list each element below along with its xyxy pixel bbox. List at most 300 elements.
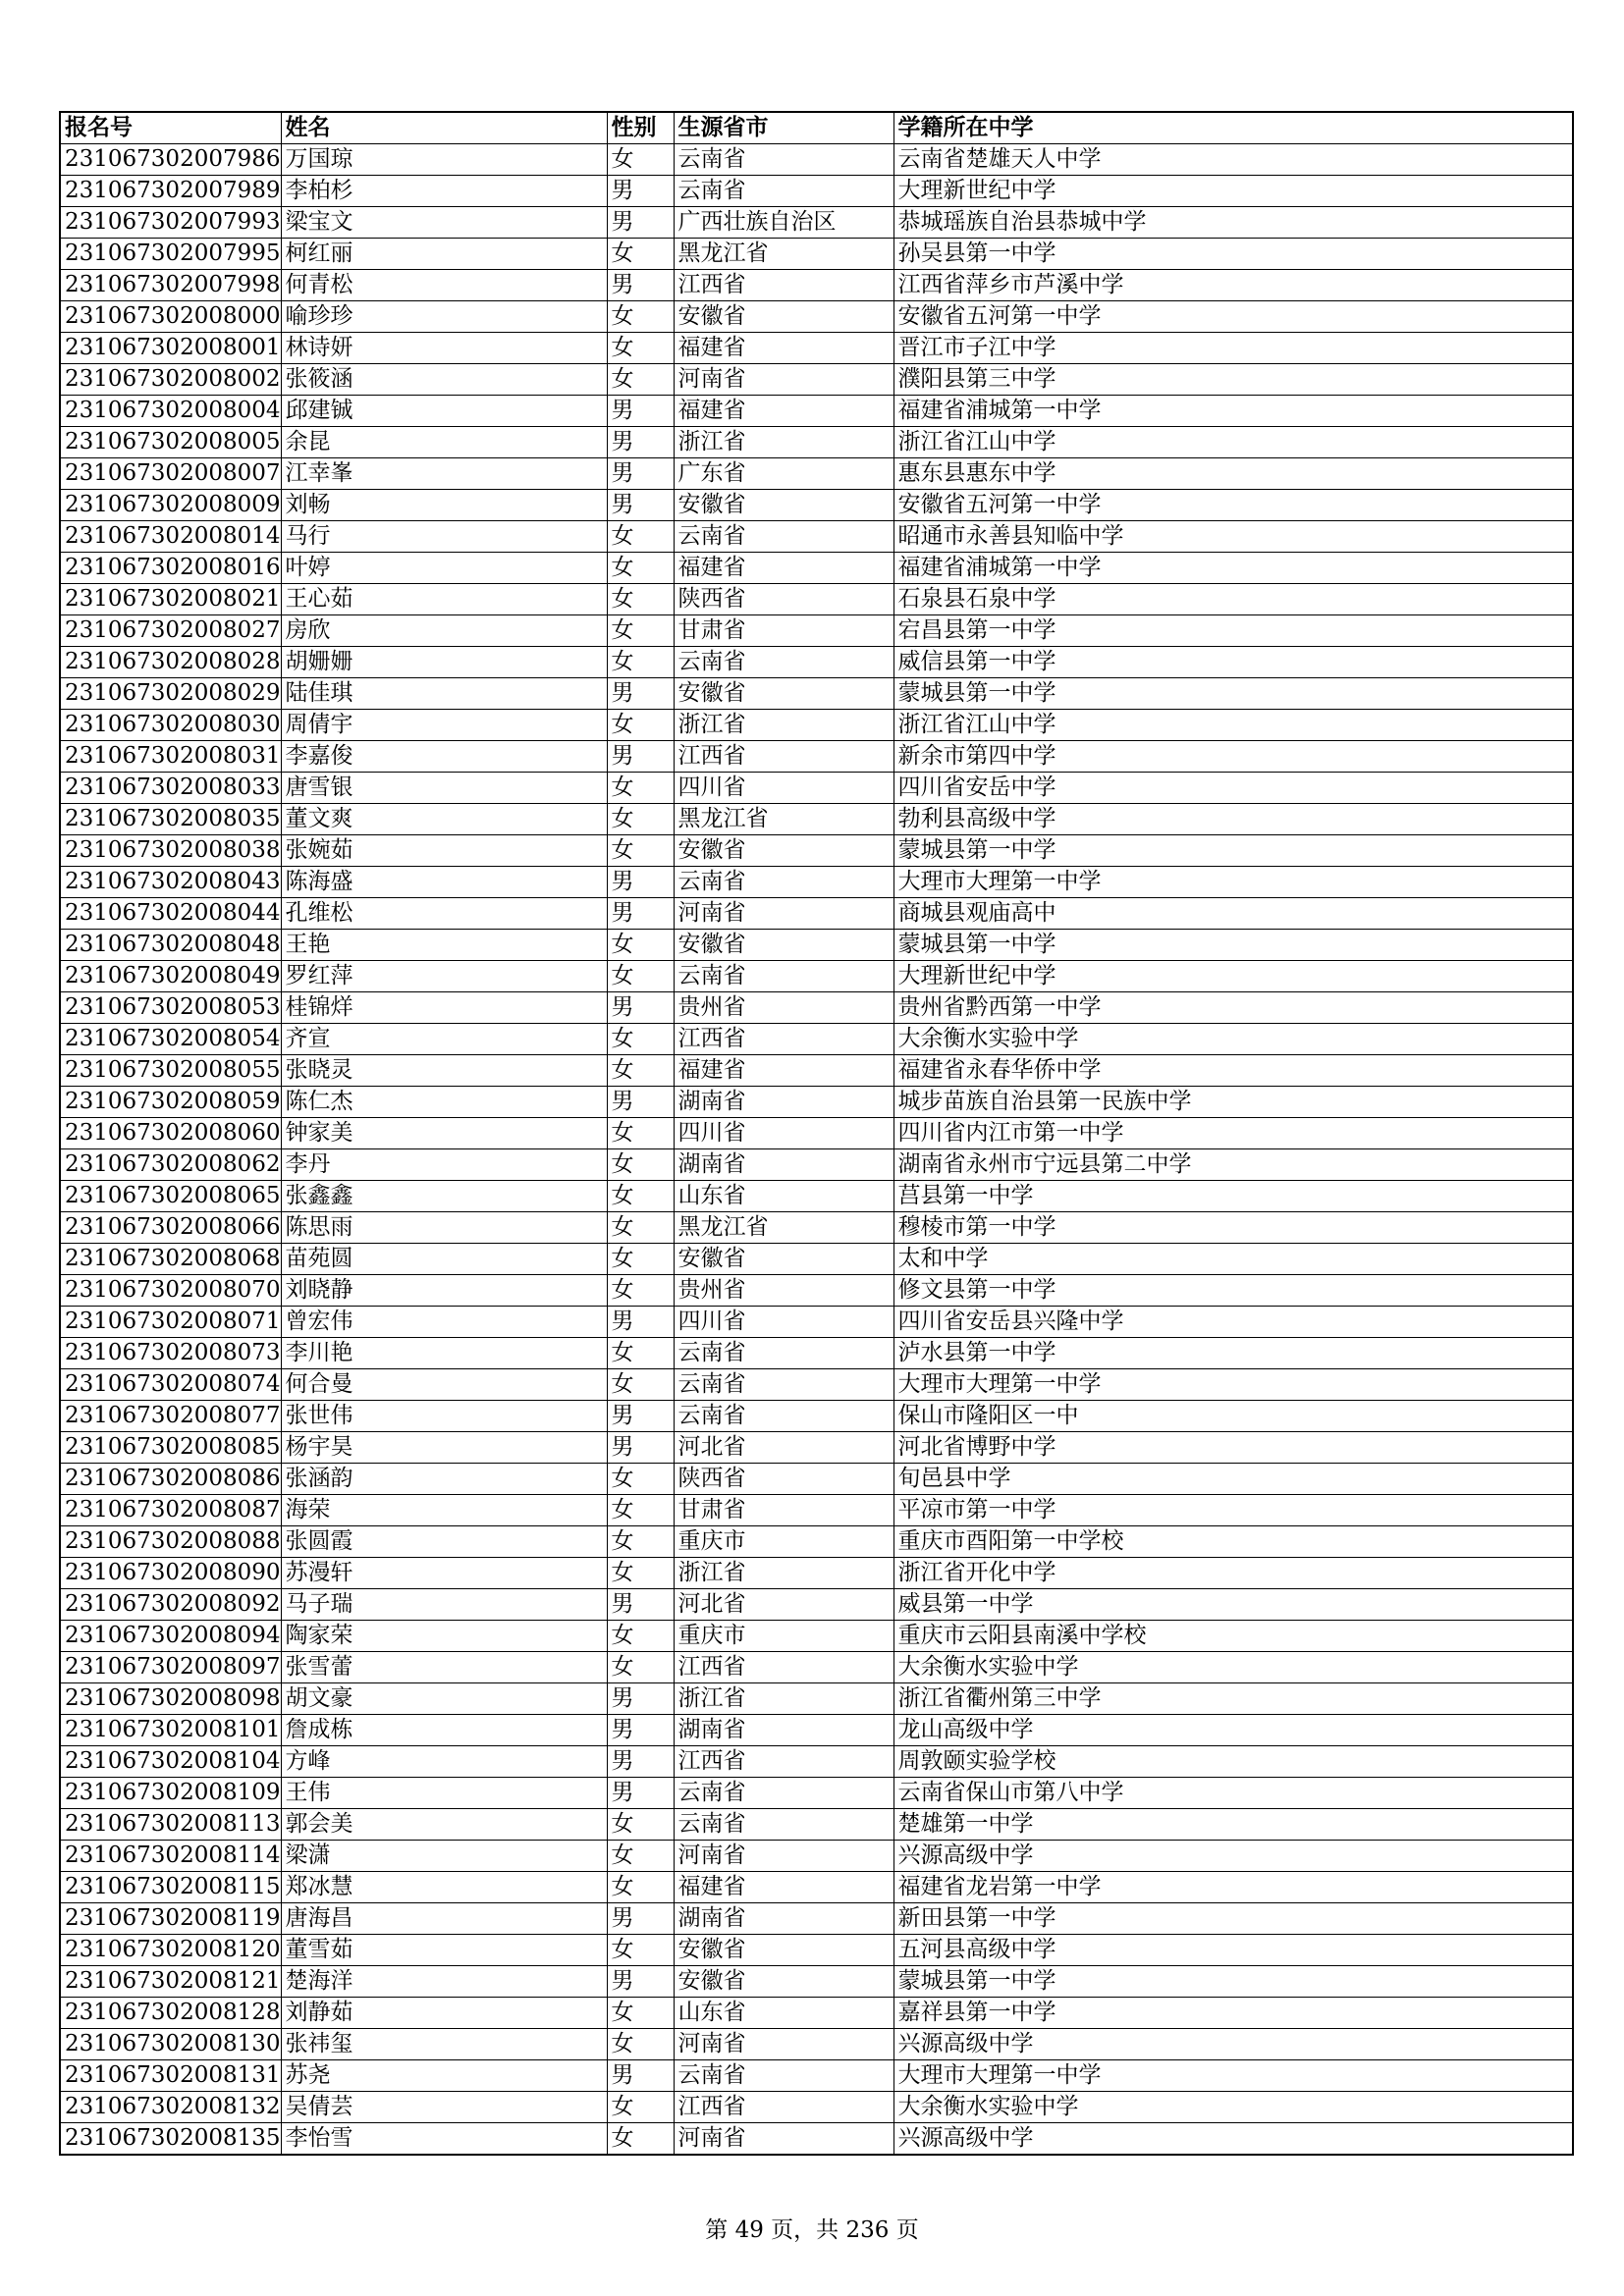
cell-sex: 女	[607, 835, 674, 867]
cell-name: 房欣	[281, 615, 607, 647]
cell-registration-number: 231067302007993	[60, 207, 281, 239]
cell-registration-number: 231067302008031	[60, 741, 281, 773]
cell-registration-number: 231067302008090	[60, 1558, 281, 1589]
cell-registration-number: 231067302008098	[60, 1683, 281, 1715]
cell-registration-number: 231067302008059	[60, 1087, 281, 1118]
cell-sex: 女	[607, 521, 674, 553]
cell-registration-number: 231067302008114	[60, 1841, 281, 1872]
cell-source-province: 广东省	[674, 458, 893, 490]
cell-sex: 女	[607, 1369, 674, 1401]
cell-registration-number: 231067302008005	[60, 427, 281, 458]
cell-source-province: 浙江省	[674, 1683, 893, 1715]
cell-source-province: 湖南省	[674, 1087, 893, 1118]
cell-registration-number: 231067302008077	[60, 1401, 281, 1432]
cell-school: 旬邑县中学	[893, 1464, 1573, 1495]
cell-registration-number: 231067302008086	[60, 1464, 281, 1495]
table-row	[60, 144, 1573, 176]
cell-source-province: 福建省	[674, 553, 893, 584]
table-row	[60, 521, 1573, 553]
cell-registration-number: 231067302008044	[60, 898, 281, 930]
table-row	[60, 1495, 1573, 1526]
table-row	[60, 270, 1573, 301]
cell-name: 胡文豪	[281, 1683, 607, 1715]
cell-sex: 女	[607, 615, 674, 647]
cell-registration-number: 231067302008062	[60, 1149, 281, 1181]
cell-sex: 男	[607, 678, 674, 710]
cell-name: 张圆霞	[281, 1526, 607, 1558]
cell-source-province: 贵州省	[674, 1275, 893, 1307]
page-number-footer: 第 49 页，共 236 页	[705, 2217, 919, 2243]
header-registration-number: 报名号	[60, 112, 281, 144]
cell-school: 贵州省黔西第一中学	[893, 992, 1573, 1024]
table-row	[60, 176, 1573, 207]
cell-sex: 男	[607, 867, 674, 898]
cell-school: 大理市大理第一中学	[893, 2060, 1573, 2092]
cell-name: 李丹	[281, 1149, 607, 1181]
cell-school: 云南省保山市第八中学	[893, 1778, 1573, 1809]
table-row	[60, 301, 1573, 333]
table-row	[60, 992, 1573, 1024]
cell-source-province: 广西壮族自治区	[674, 207, 893, 239]
cell-registration-number: 231067302008132	[60, 2092, 281, 2123]
table-row	[60, 1181, 1573, 1212]
cell-source-province: 江西省	[674, 1024, 893, 1055]
cell-sex: 女	[607, 1998, 674, 2029]
cell-source-province: 重庆市	[674, 1526, 893, 1558]
cell-school: 重庆市酉阳第一中学校	[893, 1526, 1573, 1558]
cell-registration-number: 231067302008087	[60, 1495, 281, 1526]
cell-source-province: 安徽省	[674, 301, 893, 333]
table-row	[60, 1369, 1573, 1401]
cell-name: 胡姗姗	[281, 647, 607, 678]
cell-school: 江西省萍乡市芦溪中学	[893, 270, 1573, 301]
table-row	[60, 490, 1573, 521]
cell-name: 罗红萍	[281, 961, 607, 992]
cell-source-province: 陕西省	[674, 584, 893, 615]
cell-registration-number: 231067302008014	[60, 521, 281, 553]
cell-source-province: 云南省	[674, 2060, 893, 2092]
cell-source-province: 福建省	[674, 333, 893, 364]
cell-school: 濮阳县第三中学	[893, 364, 1573, 396]
table-row	[60, 1338, 1573, 1369]
table-row	[60, 867, 1573, 898]
cell-source-province: 安徽省	[674, 930, 893, 961]
cell-school: 惠东县惠东中学	[893, 458, 1573, 490]
cell-source-province: 河北省	[674, 1432, 893, 1464]
cell-sex: 男	[607, 458, 674, 490]
cell-name: 万国琼	[281, 144, 607, 176]
cell-registration-number: 231067302008097	[60, 1652, 281, 1683]
cell-sex: 男	[607, 490, 674, 521]
cell-sex: 女	[607, 301, 674, 333]
cell-name: 余昆	[281, 427, 607, 458]
header-name: 姓名	[281, 112, 607, 144]
cell-name: 王心茹	[281, 584, 607, 615]
cell-registration-number: 231067302008066	[60, 1212, 281, 1244]
cell-name: 方峰	[281, 1746, 607, 1778]
table-row	[60, 1244, 1573, 1275]
table-row	[60, 1746, 1573, 1778]
table-row	[60, 898, 1573, 930]
cell-school: 保山市隆阳区一中	[893, 1401, 1573, 1432]
table-row	[60, 333, 1573, 364]
cell-sex: 男	[607, 741, 674, 773]
cell-school: 大理新世纪中学	[893, 176, 1573, 207]
cell-sex: 女	[607, 1935, 674, 1966]
cell-school: 蒙城县第一中学	[893, 835, 1573, 867]
cell-name: 张婉茹	[281, 835, 607, 867]
cell-source-province: 福建省	[674, 396, 893, 427]
cell-school: 商城县观庙高中	[893, 898, 1573, 930]
table-row	[60, 1652, 1573, 1683]
cell-school: 湖南省永州市宁远县第二中学	[893, 1149, 1573, 1181]
cell-school: 石泉县石泉中学	[893, 584, 1573, 615]
cell-school: 宕昌县第一中学	[893, 615, 1573, 647]
cell-school: 城步苗族自治县第一民族中学	[893, 1087, 1573, 1118]
table-row	[60, 584, 1573, 615]
cell-sex: 男	[607, 898, 674, 930]
cell-sex: 男	[607, 1683, 674, 1715]
header-school: 学籍所在中学	[893, 112, 1573, 144]
table-row	[60, 647, 1573, 678]
cell-source-province: 黑龙江省	[674, 804, 893, 835]
cell-registration-number: 231067302008043	[60, 867, 281, 898]
cell-school: 福建省浦城第一中学	[893, 396, 1573, 427]
cell-name: 刘晓静	[281, 1275, 607, 1307]
cell-name: 楚海洋	[281, 1966, 607, 1998]
cell-sex: 女	[607, 773, 674, 804]
cell-name: 陈海盛	[281, 867, 607, 898]
cell-name: 陆佳琪	[281, 678, 607, 710]
table-row	[60, 1966, 1573, 1998]
cell-name: 梁潇	[281, 1841, 607, 1872]
cell-registration-number: 231067302008049	[60, 961, 281, 992]
table-row	[60, 804, 1573, 835]
cell-name: 曾宏伟	[281, 1307, 607, 1338]
cell-name: 张世伟	[281, 1401, 607, 1432]
cell-school: 福建省永春华侨中学	[893, 1055, 1573, 1087]
cell-school: 四川省安岳中学	[893, 773, 1573, 804]
table-row	[60, 773, 1573, 804]
cell-name: 孔维松	[281, 898, 607, 930]
cell-registration-number: 231067302008094	[60, 1621, 281, 1652]
cell-registration-number: 231067302008028	[60, 647, 281, 678]
cell-sex: 女	[607, 1275, 674, 1307]
cell-name: 柯红丽	[281, 239, 607, 270]
cell-name: 唐海昌	[281, 1903, 607, 1935]
table-row	[60, 2029, 1573, 2060]
cell-name: 詹成栋	[281, 1715, 607, 1746]
table-row	[60, 835, 1573, 867]
cell-name: 陶家荣	[281, 1621, 607, 1652]
table-row	[60, 678, 1573, 710]
cell-school: 新余市第四中学	[893, 741, 1573, 773]
cell-registration-number: 231067302008009	[60, 490, 281, 521]
cell-name: 张鑫鑫	[281, 1181, 607, 1212]
cell-source-province: 江西省	[674, 270, 893, 301]
cell-sex: 女	[607, 1464, 674, 1495]
cell-registration-number: 231067302008030	[60, 710, 281, 741]
cell-name: 马子瑞	[281, 1589, 607, 1621]
table-row	[60, 1087, 1573, 1118]
cell-source-province: 四川省	[674, 1118, 893, 1149]
table-row	[60, 1841, 1573, 1872]
cell-school: 蒙城县第一中学	[893, 930, 1573, 961]
cell-school: 嘉祥县第一中学	[893, 1998, 1573, 2029]
table-row	[60, 1024, 1573, 1055]
cell-sex: 男	[607, 2060, 674, 2092]
cell-sex: 男	[607, 1746, 674, 1778]
cell-sex: 女	[607, 364, 674, 396]
cell-source-province: 安徽省	[674, 835, 893, 867]
cell-source-province: 浙江省	[674, 1558, 893, 1589]
cell-sex: 女	[607, 1652, 674, 1683]
table-row	[60, 2123, 1573, 2156]
cell-source-province: 江西省	[674, 2092, 893, 2123]
cell-name: 李柏杉	[281, 176, 607, 207]
table-row	[60, 1212, 1573, 1244]
cell-source-province: 甘肃省	[674, 615, 893, 647]
table-header-row	[60, 112, 1573, 144]
cell-source-province: 浙江省	[674, 427, 893, 458]
cell-name: 苏漫轩	[281, 1558, 607, 1589]
cell-sex: 女	[607, 144, 674, 176]
cell-name: 齐宣	[281, 1024, 607, 1055]
table-row	[60, 2092, 1573, 2123]
cell-source-province: 福建省	[674, 1872, 893, 1903]
cell-sex: 女	[607, 333, 674, 364]
cell-sex: 女	[607, 710, 674, 741]
cell-registration-number: 231067302008121	[60, 1966, 281, 1998]
table-row	[60, 1715, 1573, 1746]
cell-school: 泸水县第一中学	[893, 1338, 1573, 1369]
cell-sex: 女	[607, 804, 674, 835]
table-row	[60, 1903, 1573, 1935]
cell-sex: 男	[607, 1903, 674, 1935]
cell-school: 大理新世纪中学	[893, 961, 1573, 992]
cell-sex: 男	[607, 1401, 674, 1432]
cell-school: 恭城瑶族自治县恭城中学	[893, 207, 1573, 239]
cell-name: 叶婷	[281, 553, 607, 584]
table-row	[60, 1401, 1573, 1432]
cell-source-province: 甘肃省	[674, 1495, 893, 1526]
cell-source-province: 陕西省	[674, 1464, 893, 1495]
cell-school: 孙吴县第一中学	[893, 239, 1573, 270]
cell-source-province: 江西省	[674, 1746, 893, 1778]
cell-name: 李川艳	[281, 1338, 607, 1369]
table-row	[60, 1275, 1573, 1307]
cell-registration-number: 231067302008074	[60, 1369, 281, 1401]
cell-source-province: 湖南省	[674, 1903, 893, 1935]
cell-name: 陈思雨	[281, 1212, 607, 1244]
cell-registration-number: 231067302008016	[60, 553, 281, 584]
cell-source-province: 河南省	[674, 364, 893, 396]
table-row	[60, 1621, 1573, 1652]
cell-sex: 女	[607, 1212, 674, 1244]
cell-sex: 女	[607, 1181, 674, 1212]
cell-name: 吴倩芸	[281, 2092, 607, 2123]
cell-school: 蒙城县第一中学	[893, 1966, 1573, 1998]
cell-school: 重庆市云阳县南溪中学校	[893, 1621, 1573, 1652]
cell-sex: 女	[607, 1149, 674, 1181]
cell-registration-number: 231067302008027	[60, 615, 281, 647]
cell-school: 楚雄第一中学	[893, 1809, 1573, 1841]
cell-school: 平凉市第一中学	[893, 1495, 1573, 1526]
table-row	[60, 1432, 1573, 1464]
table-row	[60, 1935, 1573, 1966]
cell-registration-number: 231067302008135	[60, 2123, 281, 2156]
cell-source-province: 江西省	[674, 1652, 893, 1683]
cell-name: 喻珍珍	[281, 301, 607, 333]
table-row	[60, 741, 1573, 773]
cell-school: 威信县第一中学	[893, 647, 1573, 678]
cell-sex: 女	[607, 1809, 674, 1841]
table-row	[60, 1055, 1573, 1087]
cell-school: 龙山高级中学	[893, 1715, 1573, 1746]
cell-registration-number: 231067302008001	[60, 333, 281, 364]
cell-sex: 女	[607, 2092, 674, 2123]
cell-source-province: 云南省	[674, 961, 893, 992]
cell-registration-number: 231067302008104	[60, 1746, 281, 1778]
cell-name: 何青松	[281, 270, 607, 301]
cell-source-province: 云南省	[674, 1809, 893, 1841]
cell-school: 太和中学	[893, 1244, 1573, 1275]
cell-sex: 女	[607, 930, 674, 961]
cell-registration-number: 231067302008131	[60, 2060, 281, 2092]
cell-source-province: 浙江省	[674, 710, 893, 741]
cell-registration-number: 231067302008085	[60, 1432, 281, 1464]
cell-school: 安徽省五河第一中学	[893, 301, 1573, 333]
cell-sex: 女	[607, 1024, 674, 1055]
cell-name: 苗苑圆	[281, 1244, 607, 1275]
cell-sex: 女	[607, 1495, 674, 1526]
cell-source-province: 河南省	[674, 2123, 893, 2156]
cell-school: 穆棱市第一中学	[893, 1212, 1573, 1244]
cell-registration-number: 231067302008021	[60, 584, 281, 615]
cell-school: 周敦颐实验学校	[893, 1746, 1573, 1778]
cell-source-province: 安徽省	[674, 1244, 893, 1275]
cell-school: 兴源高级中学	[893, 1841, 1573, 1872]
cell-registration-number: 231067302008055	[60, 1055, 281, 1087]
cell-sex: 男	[607, 1087, 674, 1118]
table-row	[60, 553, 1573, 584]
cell-source-province: 安徽省	[674, 678, 893, 710]
table-row	[60, 615, 1573, 647]
cell-registration-number: 231067302008101	[60, 1715, 281, 1746]
cell-sex: 女	[607, 1558, 674, 1589]
cell-name: 郭会美	[281, 1809, 607, 1841]
cell-source-province: 云南省	[674, 144, 893, 176]
cell-registration-number: 231067302008070	[60, 1275, 281, 1307]
table-row	[60, 1589, 1573, 1621]
cell-registration-number: 231067302008073	[60, 1338, 281, 1369]
table-row	[60, 1307, 1573, 1338]
cell-source-province: 河南省	[674, 1841, 893, 1872]
cell-registration-number: 231067302007995	[60, 239, 281, 270]
cell-school: 晋江市子江中学	[893, 333, 1573, 364]
cell-school: 浙江省江山中学	[893, 710, 1573, 741]
cell-sex: 女	[607, 1872, 674, 1903]
table-row	[60, 239, 1573, 270]
cell-school: 新田县第一中学	[893, 1903, 1573, 1935]
cell-sex: 女	[607, 2123, 674, 2156]
cell-name: 海荣	[281, 1495, 607, 1526]
cell-school: 五河县高级中学	[893, 1935, 1573, 1966]
cell-sex: 男	[607, 1589, 674, 1621]
table-row	[60, 1558, 1573, 1589]
cell-school: 大余衡水实验中学	[893, 1652, 1573, 1683]
cell-name: 张筱涵	[281, 364, 607, 396]
cell-sex: 男	[607, 1966, 674, 1998]
cell-source-province: 云南省	[674, 1778, 893, 1809]
cell-registration-number: 231067302008068	[60, 1244, 281, 1275]
cell-sex: 女	[607, 1055, 674, 1087]
cell-source-province: 河南省	[674, 2029, 893, 2060]
cell-school: 昭通市永善县知临中学	[893, 521, 1573, 553]
cell-name: 邱建铖	[281, 396, 607, 427]
cell-name: 张雪蕾	[281, 1652, 607, 1683]
cell-sex: 男	[607, 1778, 674, 1809]
cell-source-province: 湖南省	[674, 1149, 893, 1181]
cell-name: 刘静茹	[281, 1998, 607, 2029]
table-row	[60, 1149, 1573, 1181]
table-row	[60, 458, 1573, 490]
cell-sex: 女	[607, 1841, 674, 1872]
cell-name: 马行	[281, 521, 607, 553]
cell-sex: 女	[607, 1526, 674, 1558]
cell-source-province: 安徽省	[674, 490, 893, 521]
cell-registration-number: 231067302008109	[60, 1778, 281, 1809]
cell-school: 浙江省开化中学	[893, 1558, 1573, 1589]
cell-source-province: 河南省	[674, 898, 893, 930]
cell-registration-number: 231067302008065	[60, 1181, 281, 1212]
cell-school: 四川省安岳县兴隆中学	[893, 1307, 1573, 1338]
cell-source-province: 云南省	[674, 867, 893, 898]
cell-school: 大理市大理第一中学	[893, 1369, 1573, 1401]
cell-source-province: 云南省	[674, 1338, 893, 1369]
cell-registration-number: 231067302008120	[60, 1935, 281, 1966]
cell-sex: 女	[607, 239, 674, 270]
cell-registration-number: 231067302007986	[60, 144, 281, 176]
cell-registration-number: 231067302008128	[60, 1998, 281, 2029]
cell-source-province: 贵州省	[674, 992, 893, 1024]
cell-name: 杨宇昊	[281, 1432, 607, 1464]
cell-sex: 女	[607, 1621, 674, 1652]
cell-registration-number: 231067302008053	[60, 992, 281, 1024]
table-row	[60, 1118, 1573, 1149]
cell-registration-number: 231067302008113	[60, 1809, 281, 1841]
cell-registration-number: 231067302008115	[60, 1872, 281, 1903]
cell-school: 福建省龙岩第一中学	[893, 1872, 1573, 1903]
cell-name: 张涵韵	[281, 1464, 607, 1495]
cell-sex: 女	[607, 584, 674, 615]
table-row	[60, 396, 1573, 427]
cell-registration-number: 231067302008029	[60, 678, 281, 710]
cell-source-province: 安徽省	[674, 1935, 893, 1966]
cell-name: 董雪茹	[281, 1935, 607, 1966]
header-source-province: 生源省市	[674, 112, 893, 144]
cell-school: 大余衡水实验中学	[893, 1024, 1573, 1055]
table-row	[60, 961, 1573, 992]
cell-name: 唐雪银	[281, 773, 607, 804]
cell-registration-number: 231067302008033	[60, 773, 281, 804]
cell-name: 李怡雪	[281, 2123, 607, 2156]
table-row	[60, 1809, 1573, 1841]
cell-school: 浙江省衢州第三中学	[893, 1683, 1573, 1715]
cell-source-province: 黑龙江省	[674, 239, 893, 270]
cell-source-province: 河北省	[674, 1589, 893, 1621]
cell-school: 莒县第一中学	[893, 1181, 1573, 1212]
